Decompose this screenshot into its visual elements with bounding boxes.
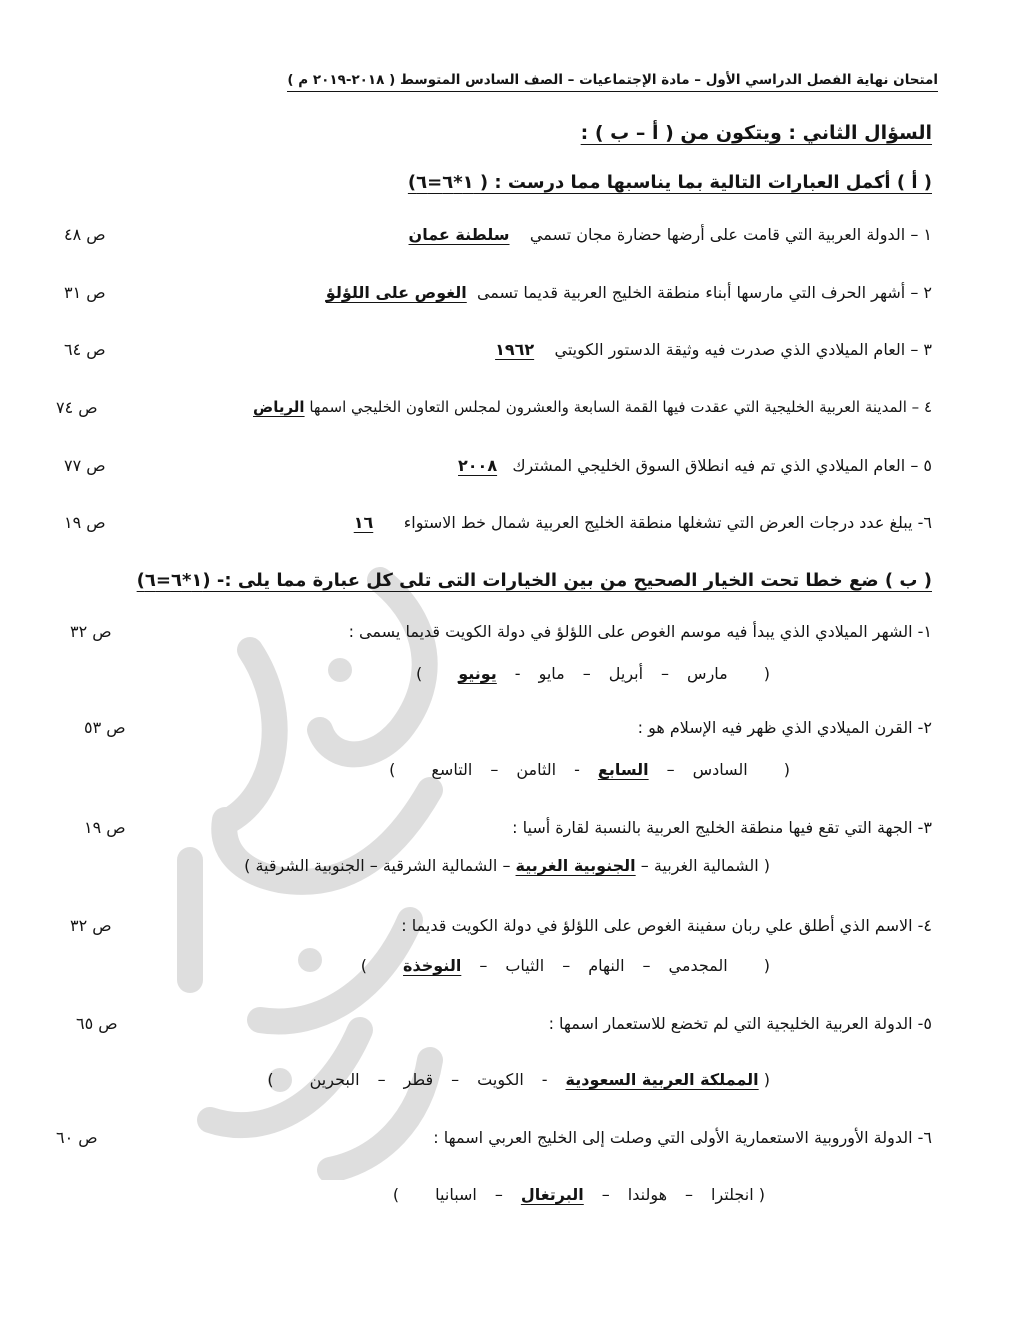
option[interactable]: التاسع: [431, 760, 473, 779]
correct-option[interactable]: النوخذة: [403, 956, 462, 975]
correct-option[interactable]: السابع: [597, 760, 649, 779]
page-ref: ص ٤٨: [64, 225, 106, 244]
question-title: السؤال الثاني : ويتكون من ( أ – ب ) :: [580, 122, 932, 144]
option[interactable]: الشمالية الشرقية: [382, 856, 498, 875]
answer-text: سلطنة عمان: [408, 225, 510, 244]
exam-header: امتحان نهاية الفصل الدراسي الأول – مادة الإجتماعيات – الصف السادس المتوسط ( ٢٠١٨-٢٠١٩ م ): [287, 72, 938, 92]
page-ref: ص ٦٤: [64, 340, 106, 359]
section-b-title: ( ب ) ضع خطا تحت الخيار الصحيح من بين الخيارات التى تلى كل عبارة مما يلى :- (١*٦=٦): [136, 570, 932, 591]
option[interactable]: الجنوبية الشرقية: [255, 856, 365, 875]
option[interactable]: السادس: [692, 760, 748, 779]
choice-question: ٥- الدولة العربية الخليجية التي لم تخضع للاستعمار اسمها :: [548, 1014, 932, 1033]
page-ref: ص ٣٢: [70, 622, 112, 641]
option[interactable]: الكويت: [477, 1070, 524, 1089]
correct-option[interactable]: البرتغال: [520, 1185, 584, 1204]
option[interactable]: البحرين: [309, 1070, 360, 1089]
page-ref: ص ٦٥: [76, 1014, 118, 1033]
choice-question: ١- الشهر الميلادي الذي يبدأ فيه موسم الغوص على اللؤلؤ في دولة الكويت قديما يسمى :: [348, 622, 932, 641]
choice-options: ( المجدمي – النهام – الثياب – النوخذة ): [360, 956, 770, 975]
answer-text: ١٦: [353, 513, 374, 532]
correct-option[interactable]: يونيو: [458, 664, 497, 683]
choice-options: ( مارس – أبريل – مايو - يونيو ): [415, 664, 770, 683]
choice-options: ( الشمالية الغربية – الجنوبية الغربية – الشمالية الشرقية – الجنوبية الشرقية ): [244, 856, 770, 875]
fill-item: ٢ – أشهر الحرف التي مارسها أبناء منطقة الخليج العربية قديما تسمى الغوص على اللؤلؤ: [325, 283, 932, 302]
choice-question: ٤- الاسم الذي أطلق علي ربان سفينة الغوص على اللؤلؤ في دولة الكويت قديما :: [401, 916, 932, 935]
fill-item: ١ – الدولة العربية التي قامت على أرضها حضارة مجان تسمي سلطنة عمان: [408, 225, 932, 244]
option[interactable]: النهام: [588, 956, 625, 975]
option[interactable]: الشمالية الغربية: [653, 856, 759, 875]
page-ref: ص ٥٣: [84, 718, 126, 737]
option[interactable]: اسبانيا: [435, 1185, 477, 1204]
fill-item: ٤ – المدينة العربية الخليجية التي عقدت فيها القمة السابعة والعشرون لمجلس التعاون الخليجي اسمها الرياض: [253, 398, 932, 416]
answer-text: ١٩٦٢: [495, 340, 535, 359]
answer-text: الغوص على اللؤلؤ: [325, 283, 467, 302]
choice-options: ( انجلترا – هولندا – البرتغال – اسبانيا ): [392, 1185, 765, 1204]
option[interactable]: أبريل: [608, 664, 644, 683]
answer-text: الرياض: [253, 398, 305, 416]
choice-options: ( السادس – السابع - الثامن – التاسع ): [389, 760, 790, 779]
choice-question: ٦- الدولة الأوروبية الاستعمارية الأولى التي وصلت إلى الخليج العربي اسمها :: [433, 1128, 932, 1147]
choice-question: ٣- الجهة التي تقع فيها منطقة الخليج العربية بالنسبة لقارة أسيا :: [512, 818, 932, 837]
page-ref: ص ٧٤: [56, 398, 98, 417]
option[interactable]: انجلترا: [711, 1185, 754, 1204]
option[interactable]: قطر: [403, 1070, 434, 1089]
page-ref: ص ١٩: [84, 818, 126, 837]
correct-option[interactable]: المملكة العربية السعودية: [565, 1070, 759, 1089]
page-ref: ص ١٩: [64, 513, 106, 532]
page-ref: ص ٧٧: [64, 456, 106, 475]
option[interactable]: الثياب: [505, 956, 545, 975]
choice-question: ٢- القرن الميلادي الذي ظهر فيه الإسلام هو :: [637, 718, 932, 737]
page-ref: ص ٣٢: [70, 916, 112, 935]
section-a-title: ( أ ) أكمل العبارات التالية بما يناسبها مما درست : ( ١*٦=٦): [407, 172, 932, 193]
answer-text: ٢٠٠٨: [458, 456, 498, 475]
fill-item: ٣ – العام الميلادي الذي صدرت فيه وثيقة الدستور الكويتي ١٩٦٢: [495, 340, 932, 359]
choice-options: ( المملكة العربية السعودية - الكويت – قطر – البحرين ): [267, 1070, 770, 1089]
option[interactable]: مايو: [538, 664, 565, 683]
fill-item: ٦- يبلغ عدد درجات العرض التي تشغلها منطقة الخليج العربية شمال خط الاستواء ١٦: [353, 513, 932, 532]
correct-option[interactable]: الجنوبية الغربية: [515, 856, 636, 875]
option[interactable]: الثامن: [516, 760, 557, 779]
option[interactable]: مارس: [687, 664, 728, 683]
fill-item: ٥ – العام الميلادي الذي تم فيه انطلاق السوق الخليجي المشترك ٢٠٠٨: [458, 456, 932, 475]
page-ref: ص ٦٠: [56, 1128, 98, 1147]
option[interactable]: هولندا: [627, 1185, 668, 1204]
option[interactable]: المجدمي: [668, 956, 728, 975]
page-ref: ص ٣١: [64, 283, 106, 302]
